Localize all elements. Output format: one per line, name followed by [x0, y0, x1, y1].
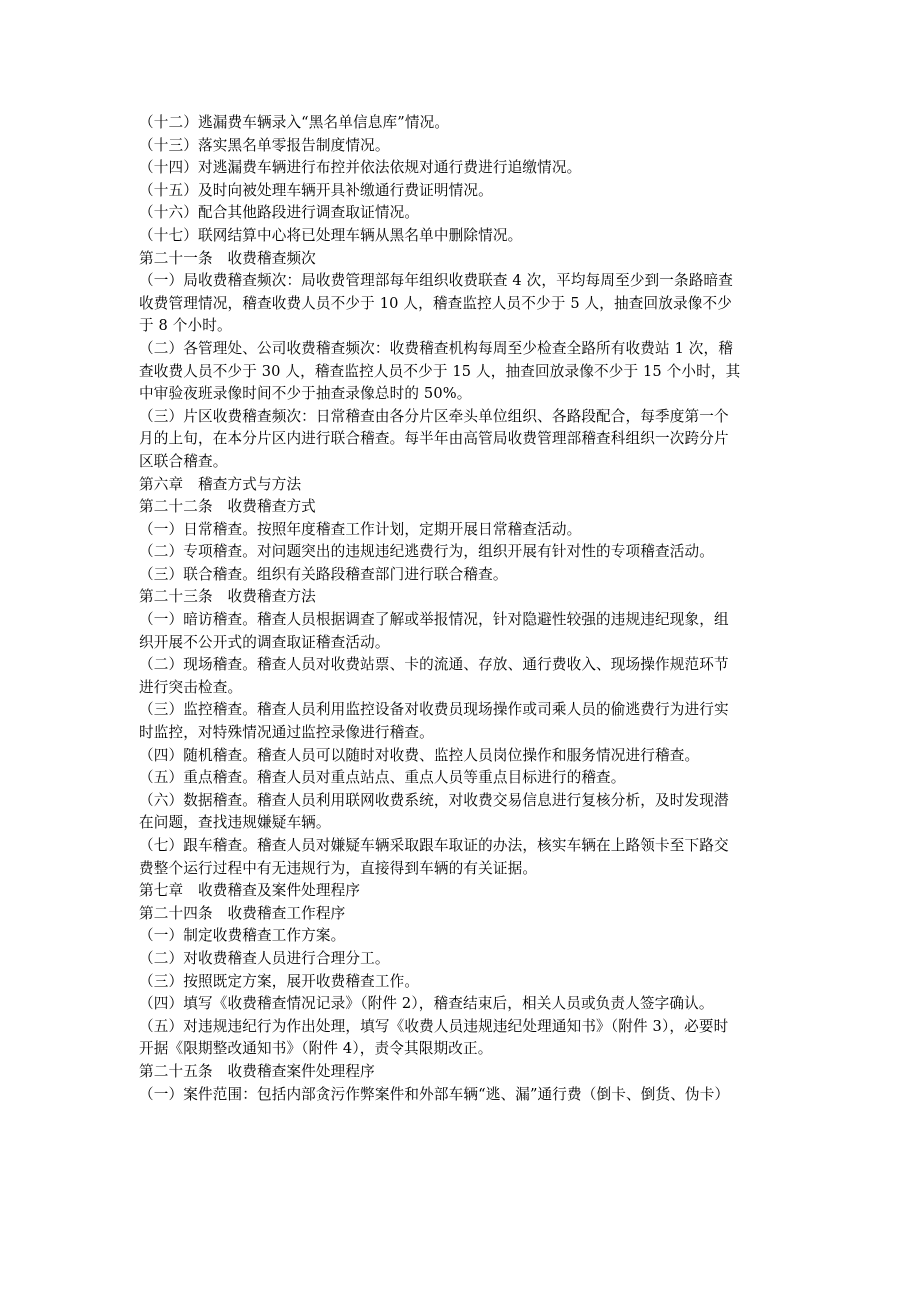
text-line: 在问题，查找违规嫌疑车辆。 — [139, 814, 331, 832]
text-line: （三）监控稽查。稽查人员利用监控设备对收费员现场操作或司乘人员的偷逃费行为进行实 — [139, 701, 729, 719]
text-line: （十六）配合其他路段进行调查取证情况。 — [139, 204, 420, 222]
text-line: （一）局收费稽查频次：局收费管理部每年组织收费联查 4 次，平均每周至少到一条路暗查 — [139, 272, 734, 290]
chapter-heading: 第七章 收费稽查及案件处理程序 — [139, 882, 361, 900]
article-heading: 第二十三条 收费稽查方法 — [139, 588, 316, 606]
text-line: 收费管理情况，稽查收费人员不少于 10 人，稽查监控人员不少于 5 人，抽查回放录像不少 — [139, 294, 732, 312]
text-line: 进行突击检查。 — [139, 678, 243, 696]
article-heading: 第二十一条 收费稽查频次 — [139, 249, 316, 267]
text-line: 中审验夜班录像时间不少于抽查录像总时的 50%。 — [139, 385, 472, 403]
article-heading: 第二十四条 收费稽查工作程序 — [139, 904, 346, 922]
document-page — [139, 112, 789, 1106]
text-line: （二）专项稽查。对问题突出的违规违纪逃费行为，组织开展有针对性的专项稽查活动。 — [139, 543, 715, 561]
text-line: 于 8 个小时。 — [139, 317, 232, 335]
text-line: 费整个运行过程中有无违规行为，直接得到车辆的有关证据。 — [139, 859, 538, 877]
text-line: （一）案件范围：包括内部贪污作弊案件和外部车辆“逃、漏”通行费（倒卡、倒货、伪卡） — [139, 1085, 730, 1103]
text-line: （一）制定收费稽查工作方案。 — [139, 927, 346, 945]
text-line: 织开展不公开式的调查取证稽查活动。 — [139, 633, 390, 651]
text-line: （四）随机稽查。稽查人员可以随时对收费、监控人员岗位操作和服务情况进行稽查。 — [139, 746, 700, 764]
text-line: （二）现场稽查。稽查人员对收费站票、卡的流通、存放、通行费收入、现场操作规范环节 — [139, 656, 729, 674]
text-line: 时监控，对特殊情况通过监控录像进行稽查。 — [139, 724, 434, 742]
text-line: （十七）联网结算中心将已处理车辆从黑名单中删除情况。 — [139, 226, 523, 244]
text-line: （一）暗访稽查。稽查人员根据调查了解或举报情况，针对隐避性较强的违规违纪现象，组 — [139, 611, 729, 629]
text-line: （五）重点稽查。稽查人员对重点站点、重点人员等重点目标进行的稽查。 — [139, 769, 626, 787]
text-line: 查收费人员不少于 30 人，稽查监控人员不少于 15 人，抽查回放录像不少于 15 个小时，其 — [139, 362, 741, 380]
text-line: （四）填写《收费稽查情况记录》（附件 2），稽查结束后，相关人员或负责人签字确认。 — [139, 995, 714, 1013]
text-line: （三）按照既定方案，展开收费稽查工作。 — [139, 972, 420, 990]
chapter-heading: 第六章 稽查方式与方法 — [139, 475, 302, 493]
text-line: （三）片区收费稽查频次：日常稽查由各分片区牵头单位组织、各路段配合，每季度第一个 — [139, 407, 729, 425]
text-line: （十五）及时向被处理车辆开具补缴通行费证明情况。 — [139, 181, 493, 199]
text-line: （十四）对逃漏费车辆进行布控并依法依规对通行费进行追缴情况。 — [139, 159, 582, 177]
article-heading: 第二十二条 收费稽查方式 — [139, 498, 316, 516]
text-line: （五）对违规违纪行为作出处理，填写《收费人员违规违纪处理通知书》（附件 3），必要时 — [139, 1017, 729, 1035]
text-line: （六）数据稽查。稽查人员利用联网收费系统，对收费交易信息进行复核分析，及时发现潜 — [139, 791, 729, 809]
text-line: （一）日常稽查。按照年度稽查工作计划，定期开展日常稽查活动。 — [139, 520, 582, 538]
text-line: 开据《限期整改通知书》（附件 4），责令其限期改正。 — [139, 1040, 493, 1058]
text-line: 区联合稽查。 — [139, 452, 228, 470]
text-line: （二）各管理处、公司收费稽查频次：收费稽查机构每周至少检查全路所有收费站 1 次，稽 — [139, 339, 734, 357]
text-line: （十二）逃漏费车辆录入“黑名单信息库”情况。 — [139, 114, 450, 131]
article-heading: 第二十五条 收费稽查案件处理程序 — [139, 1062, 375, 1080]
text-line: （三）联合稽查。组织有关路段稽查部门进行联合稽查。 — [139, 565, 508, 583]
text-line: 月的上旬，在本分片区内进行联合稽查。每半年由高管局收费管理部稽查科组织一次跨分片 — [139, 430, 729, 448]
text-line: （二）对收费稽查人员进行合理分工。 — [139, 949, 390, 967]
text-line: （七）跟车稽查。稽查人员对嫌疑车辆采取跟车取证的办法，核实车辆在上路领卡至下路交 — [139, 837, 729, 854]
text-line: （十三）落实黑名单零报告制度情况。 — [139, 136, 390, 154]
